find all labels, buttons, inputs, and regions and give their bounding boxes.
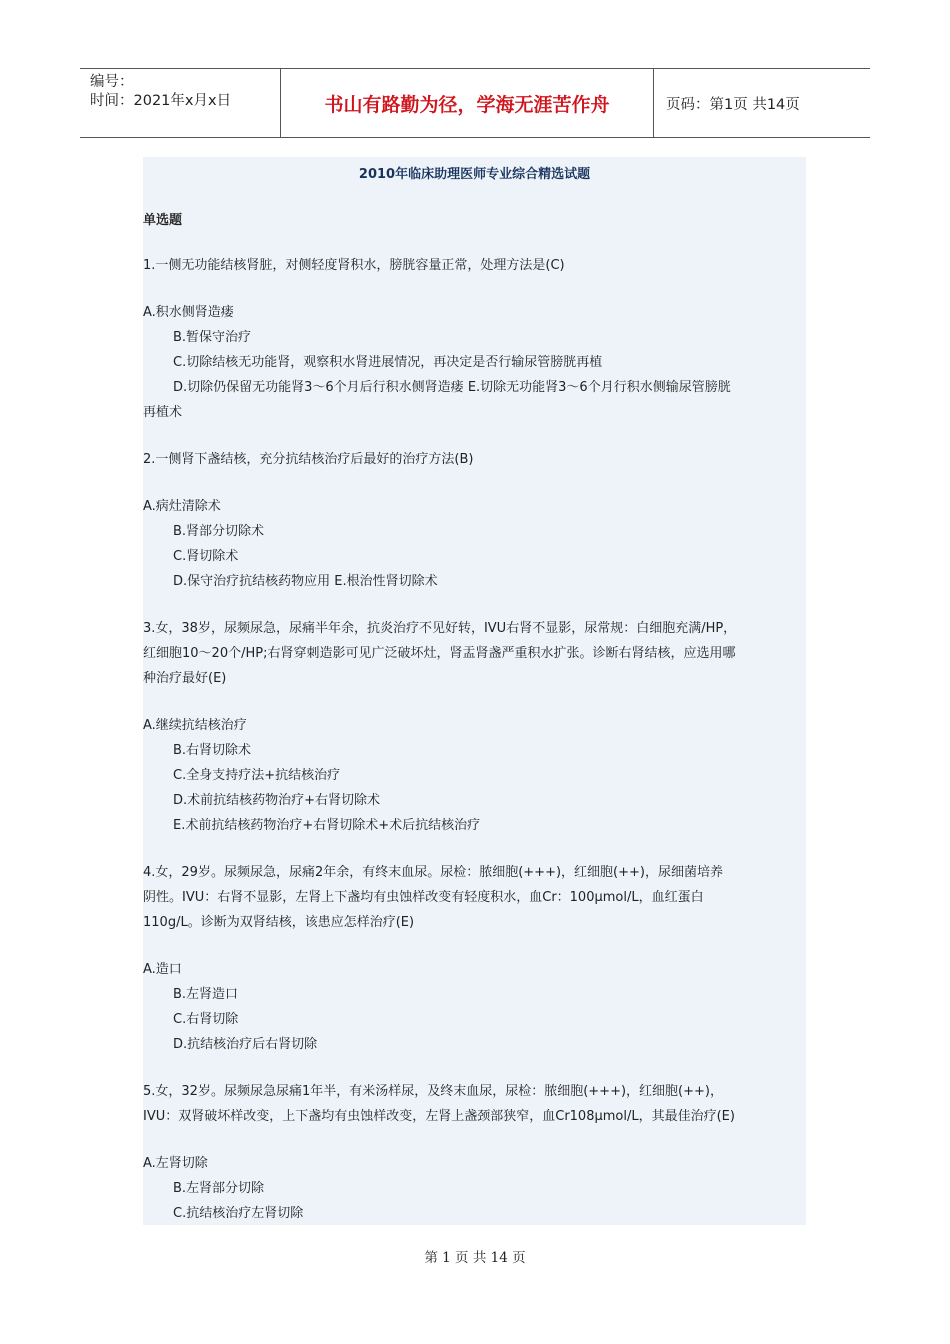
question-5-option-b: B.左肾部分切除 (173, 1181, 265, 1196)
question-1-option-a: A.积水侧肾造瘘 (143, 305, 234, 320)
question-1-stem: 1.一侧无功能结核肾脏，对侧轻度肾积水，膀胱容量正常，处理方法是(C) (143, 258, 565, 273)
document-title: 2010年临床助理医师专业综合精选试题 (358, 167, 591, 182)
question-1-option-b: B.暂保守治疗 (173, 330, 252, 345)
question-2-option-a: A.病灶清除术 (143, 499, 221, 514)
question-5-stem-line-2: IVU：双肾破坏样改变，上下盏均有虫蚀样改变，左肾上盏颈部狭窄，血Cr108μmol/L，其最佳治疗(E) (143, 1109, 735, 1124)
question-4-stem-line-2: 阴性。IVU：右肾不显影，左肾上下盏均有虫蚀样改变有轻度积水，血Cr：100μmol/L，血红蛋白 (143, 890, 704, 905)
question-1-option-c: C.切除结核无功能肾，观察积水肾进展情况，再决定是否行输尿管膀胱再植 (173, 355, 603, 370)
header-motto: 书山有路勤为径，学海无涯苦作舟 (281, 69, 654, 137)
time-label: 时间：2021年x月x日 (90, 93, 232, 109)
question-5-option-a: A.左肾切除 (143, 1156, 208, 1171)
question-3-option-b: B.右肾切除术 (173, 743, 252, 758)
question-4-option-b: B.左肾造口 (173, 987, 239, 1002)
section-heading: 单选题 (143, 213, 183, 228)
page-header (80, 68, 870, 138)
question-4-option-c: C.右肾切除 (173, 1012, 239, 1027)
question-5-option-c: C.抗结核治疗左肾切除 (173, 1206, 304, 1221)
question-2-stem: 2.一侧肾下盏结核，充分抗结核治疗后最好的治疗方法(B) (143, 452, 474, 467)
question-3-stem-line-3: 种治疗最好(E) (143, 671, 227, 686)
question-2-option-c: C.肾切除术 (173, 549, 239, 564)
question-3-option-c: C.全身支持疗法+抗结核治疗 (173, 768, 341, 783)
number-label: 编号： (90, 74, 134, 90)
question-3-option-d: D.术前抗结核药物治疗+右肾切除术 (173, 793, 381, 808)
page-footer: 第 1 页 共 14 页 (424, 1250, 526, 1266)
question-3-option-e: E.术前抗结核药物治疗+右肾切除术+术后抗结核治疗 (173, 818, 481, 833)
question-2-option-d: D.保守治疗抗结核药物应用 E.根治性肾切除术 (173, 574, 438, 589)
question-3-option-a: A.继续抗结核治疗 (143, 718, 247, 733)
header-page-info: 页码：第1页 共14页 (666, 96, 800, 113)
question-2-option-b: B.肾部分切除术 (173, 524, 265, 539)
question-4-stem-line-3: 110g/L。诊断为双肾结核，该患应怎样治疗(E) (143, 915, 415, 930)
question-1-option-d: D.切除仍保留无功能肾3～6个月后行积水侧肾造瘘 E.切除无功能肾3～6个月行积水侧输尿管膀胱 (173, 380, 731, 395)
question-4-stem-line-1: 4.女，29岁。尿频尿急，尿痛2年余，有终末血尿。尿检：脓细胞(+++)，红细胞(++)，尿细菌培养 (143, 865, 723, 880)
question-3-stem-line-2: 红细胞10～20个/HP;右肾穿刺造影可见广泛破坏灶，肾盂肾盏严重积水扩张。诊断右肾结核，应选用哪 (143, 646, 736, 661)
question-5-stem-line-1: 5.女，32岁。尿频尿急尿痛1年半，有米汤样尿，及终末血尿，尿检：脓细胞(+++)，红细胞(++)， (143, 1084, 723, 1099)
question-4-option-a: A.造口 (143, 962, 182, 977)
question-4-option-d: D.抗结核治疗后右肾切除 (173, 1037, 318, 1052)
document-body (143, 157, 806, 1225)
header-meta (80, 69, 281, 137)
question-1-option-e-cont: 再植术 (143, 405, 183, 420)
question-3-stem-line-1: 3.女，38岁，尿频尿急，尿痛半年余，抗炎治疗不见好转，IVU右肾不显影，尿常规：白细胞充满/HP， (143, 621, 737, 636)
